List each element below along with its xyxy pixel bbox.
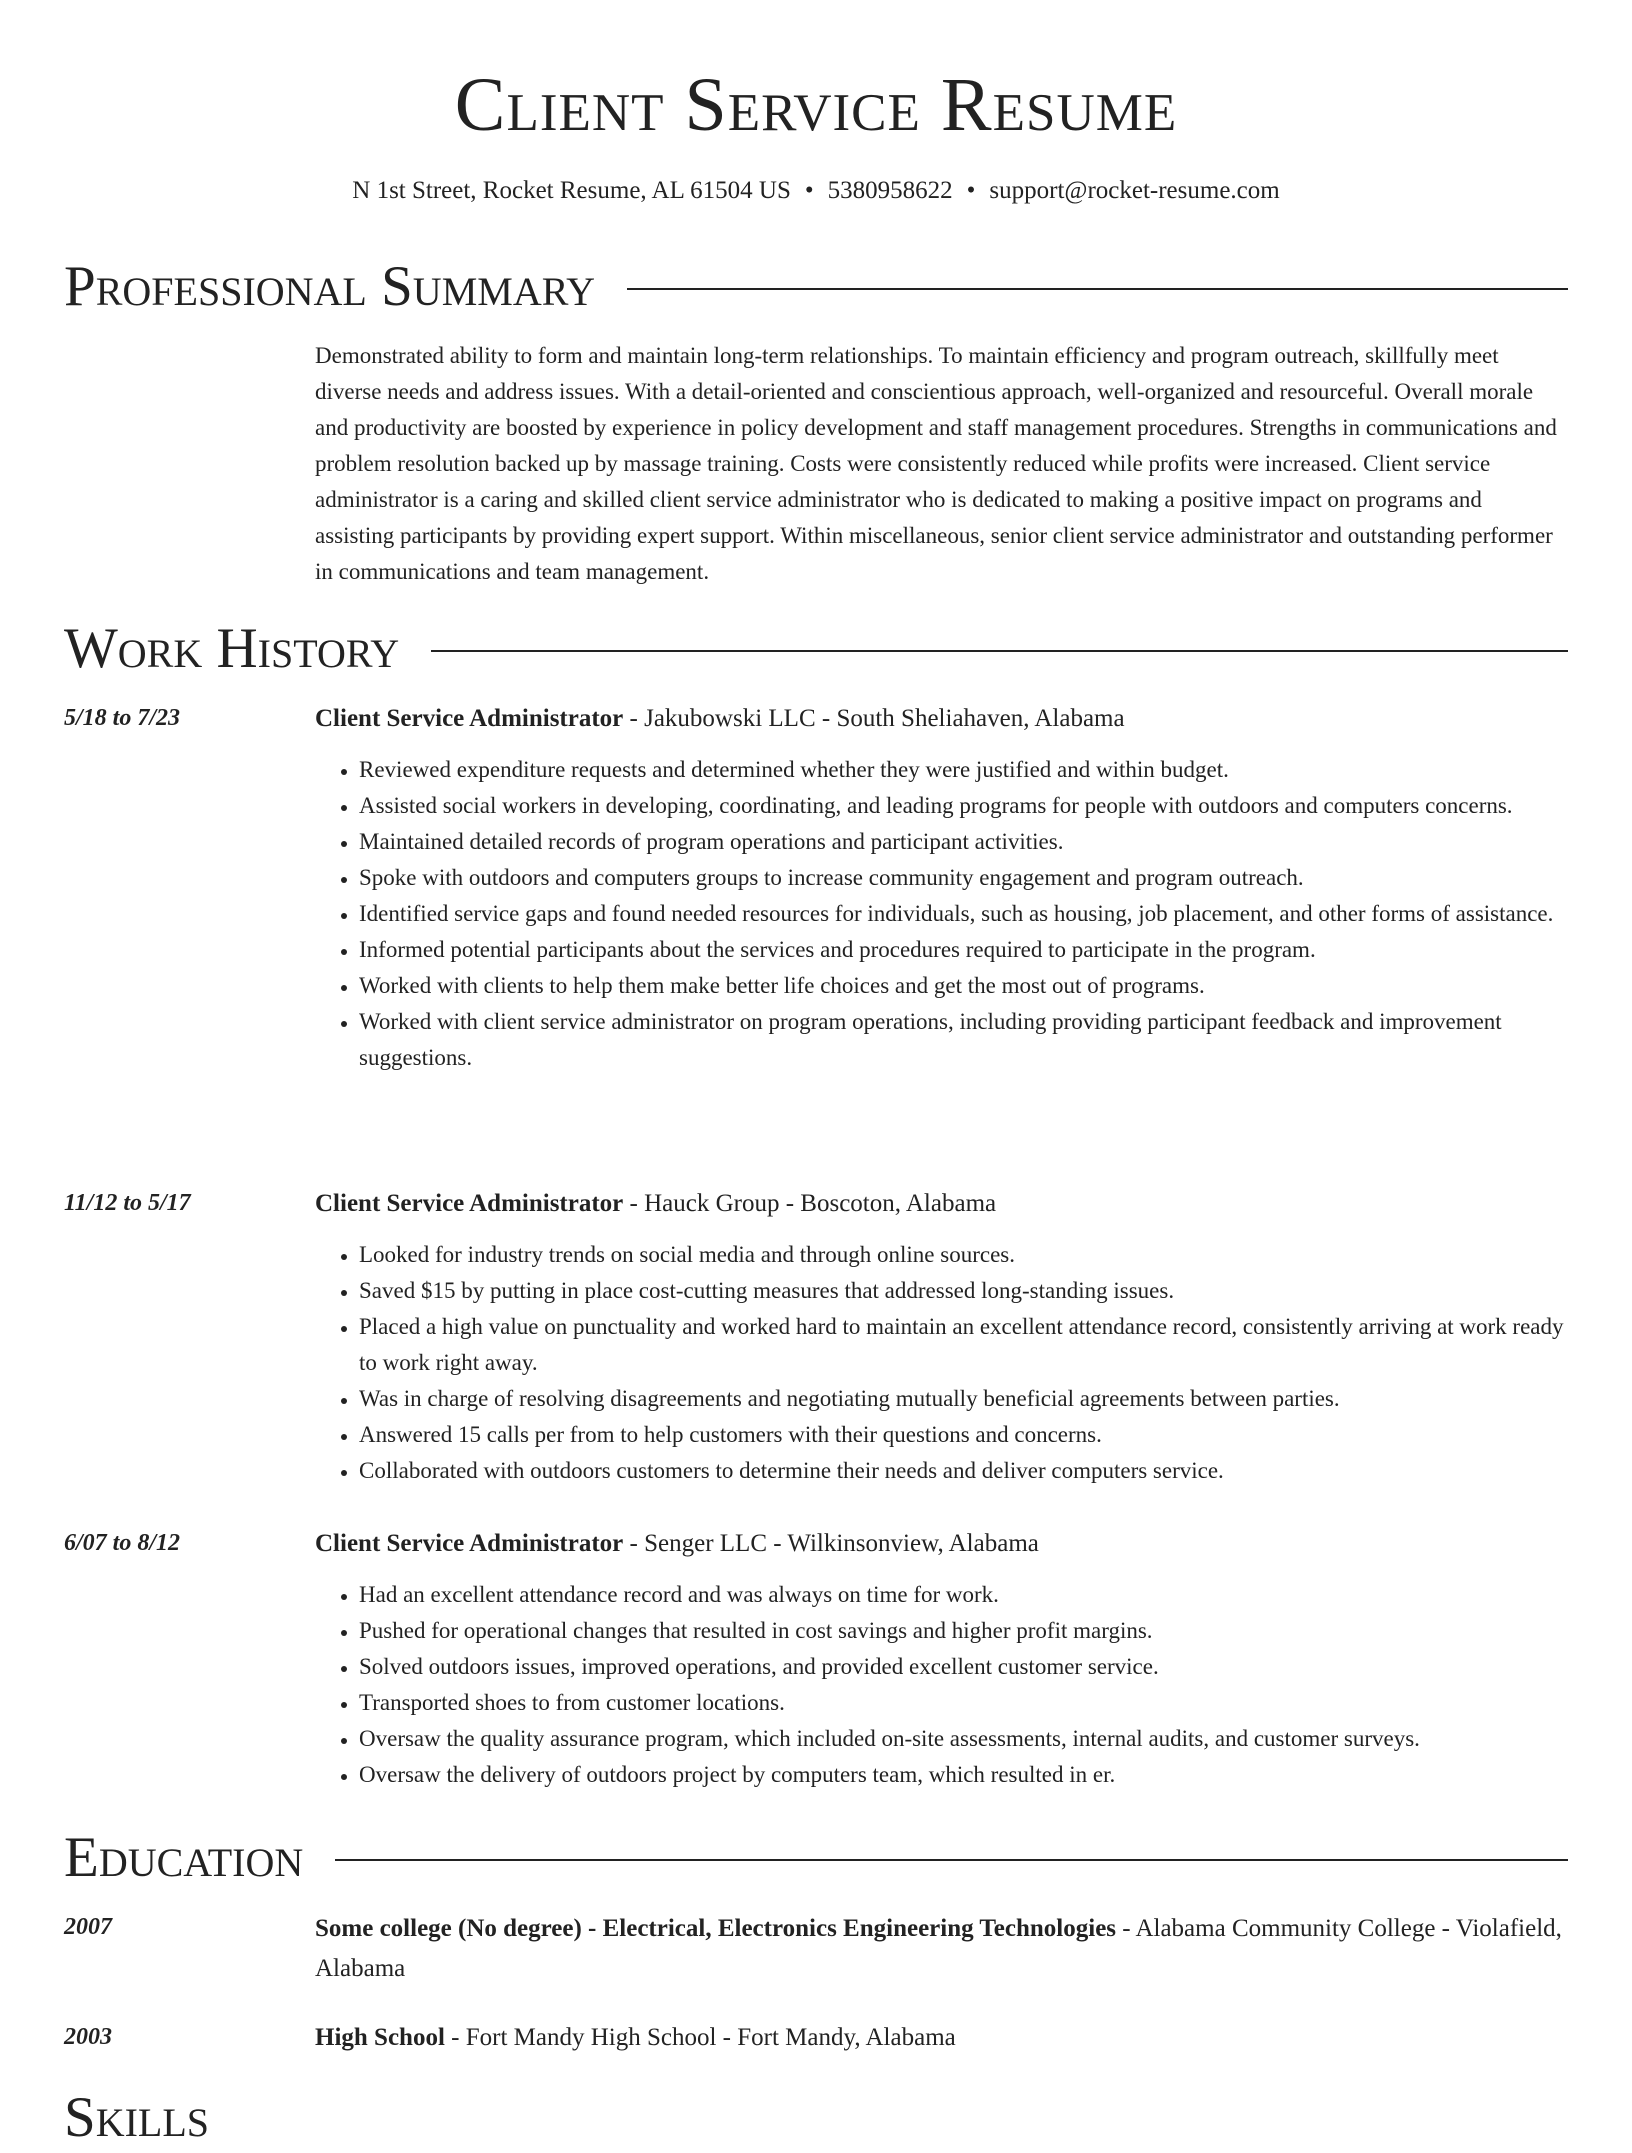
job-employer: - Jakubowski LLC - South Sheliahaven, Alabama xyxy=(623,705,1125,732)
work-history-heading: Work History xyxy=(64,617,400,680)
job-dates: 6/07 to 8/12 xyxy=(64,1530,181,1556)
job-body xyxy=(315,1185,1568,1489)
education-line xyxy=(315,1909,1568,1989)
list-item: • Reviewed expenditure requests and determined whether they were justified and within budget. xyxy=(359,752,1568,788)
section-heading-work-history xyxy=(64,614,1568,684)
address-text: N 1st Street, Rocket Resume, AL 61504 US xyxy=(352,177,791,204)
separator-bullet: • xyxy=(804,177,814,204)
resume-title: Client Service Resume xyxy=(454,63,1178,147)
list-item: • Placed a high value on punctuality and worked hard to maintain an excellent attendance record, consistently arriving at work ready to work right away. xyxy=(359,1309,1568,1381)
list-item: • Oversaw the delivery of outdoors project by computers team, which resulted in er. xyxy=(359,1757,1568,1793)
education-degree: High School xyxy=(315,2024,445,2051)
job-role: Client Service Administrator xyxy=(315,1530,624,1557)
list-item: • Answered 15 calls per from to help customers with their questions and concerns. xyxy=(359,1417,1568,1453)
list-item: • Collaborated with outdoors customers to determine their needs and deliver computers service. xyxy=(359,1453,1568,1489)
list-item: • Worked with client service administrator on program operations, including providing participant feedback and improvement suggestions. xyxy=(359,1004,1568,1076)
job-title-line xyxy=(315,700,1568,738)
separator-bullet: • xyxy=(966,177,976,204)
contact-line xyxy=(0,174,1632,208)
job-duties-list xyxy=(315,752,1568,1076)
list-item: • Had an excellent attendance record and was always on time for work. xyxy=(359,1577,1568,1613)
job-body xyxy=(315,700,1568,1076)
list-item: • Worked with clients to help them make better life choices and get the most out of programs. xyxy=(359,968,1568,1004)
summary-heading: Professional Summary xyxy=(64,255,596,318)
list-item: • Informed potential participants about the services and procedures required to participate in the program. xyxy=(359,932,1568,968)
email-link[interactable]: support@rocket-resume.com xyxy=(989,177,1280,204)
list-item: • Oversaw the quality assurance program, which included on-site assessments, internal audits, and customer surveys. xyxy=(359,1721,1568,1757)
summary-text: Demonstrated ability to form and maintain long-term relationships. To maintain efficiency and program outreach, skillfully meet diverse needs and address issues. With a detail-oriented and conscientious approach, well-organized and resourceful. Overall morale and productivity are boosted by experience in policy development and staff management procedures. Strengths in communications and problem resolution backed up by massage training. Costs were consistently reduced while profits were increased. Client service administrator is a caring and skilled client service administrator who is dedicated to making a positive impact on programs and assisting participants by providing expert support. Within miscellaneous, senior client service administrator and outstanding performer in communications and team management. xyxy=(315,343,1557,584)
list-item: • Pushed for operational changes that resulted in cost savings and higher profit margins. xyxy=(359,1613,1568,1649)
job-duties-list xyxy=(315,1237,1568,1489)
list-item: • Maintained detailed records of program operations and participant activities. xyxy=(359,824,1568,860)
education-body xyxy=(315,2019,1568,2057)
list-item: • Looked for industry trends on social media and through online sources. xyxy=(359,1237,1568,1273)
education-heading: Education xyxy=(64,1826,304,1889)
job-body xyxy=(315,1525,1568,1793)
list-item: • Identified service gaps and found needed resources for individuals, such as housing, job placement, and other forms of assistance. xyxy=(359,896,1568,932)
education-degree: Some college (No degree) - Electrical, Electronics Engineering Technologies xyxy=(315,1915,1117,1942)
job-dates: 11/12 to 5/17 xyxy=(64,1190,191,1216)
section-heading-summary xyxy=(64,252,1568,322)
job-role: Client Service Administrator xyxy=(315,705,624,732)
section-divider xyxy=(627,288,1568,290)
list-item: • Assisted social workers in developing, coordinating, and leading programs for people with outdoors and computers concerns. xyxy=(359,788,1568,824)
education-body xyxy=(315,1909,1568,1989)
education-school: - Alabama Community College - Violafield, Alabama xyxy=(315,1915,1562,1982)
section-divider xyxy=(431,650,1568,652)
education-line xyxy=(315,2019,1568,2057)
education-year: 2003 xyxy=(64,2024,112,2050)
section-heading-education xyxy=(64,1823,1568,1893)
job-role: Client Service Administrator xyxy=(315,1190,624,1217)
phone-text: 5380958622 xyxy=(827,177,953,204)
section-heading-skills xyxy=(64,2083,1568,2153)
list-item: • Solved outdoors issues, improved operations, and provided excellent customer service. xyxy=(359,1649,1568,1685)
job-employer: - Senger LLC - Wilkinsonview, Alabama xyxy=(623,1530,1039,1557)
list-item: • Spoke with outdoors and computers groups to increase community engagement and program outreach. xyxy=(359,860,1568,896)
list-item: • Transported shoes to from customer locations. xyxy=(359,1685,1568,1721)
skills-heading: Skills xyxy=(64,2086,210,2149)
list-item: • Saved $15 by putting in place cost-cutting measures that addressed long-standing issues. xyxy=(359,1273,1568,1309)
list-item: • Was in charge of resolving disagreements and negotiating mutually beneficial agreements between parties. xyxy=(359,1381,1568,1417)
education-school: - Fort Mandy High School - Fort Mandy, Alabama xyxy=(444,2024,956,2051)
job-title-line xyxy=(315,1185,1568,1223)
section-divider xyxy=(335,1859,1568,1861)
job-employer: - Hauck Group - Boscoton, Alabama xyxy=(623,1190,997,1217)
job-duties-list xyxy=(315,1577,1568,1793)
job-title-line xyxy=(315,1525,1568,1563)
education-year: 2007 xyxy=(64,1914,112,1940)
job-dates: 5/18 to 7/23 xyxy=(64,705,181,731)
